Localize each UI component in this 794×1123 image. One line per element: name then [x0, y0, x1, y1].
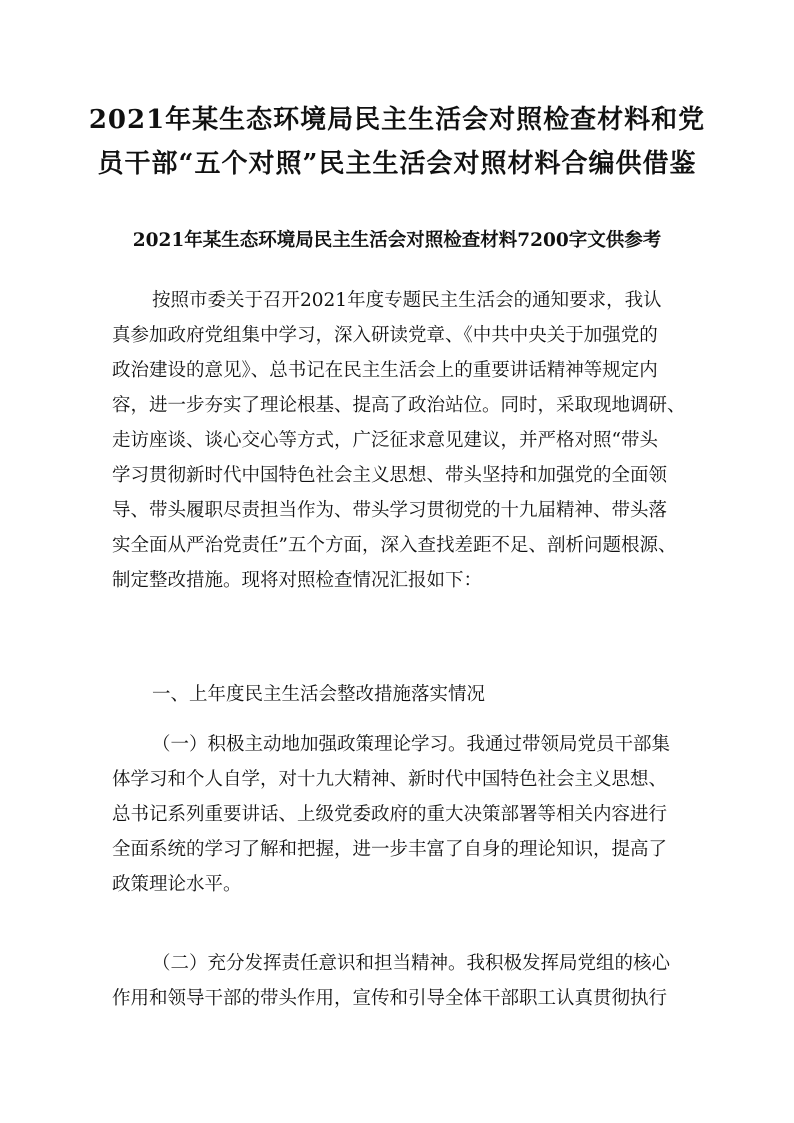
intro-line: 按照市委关于召开2021年度专题民主生活会的通知要求，我认 [152, 290, 662, 311]
intro-line: 容，进一步夯实了理论根基、提高了政治站位。同时，采取现地调研、 [112, 395, 686, 416]
intro-line: 学习贯彻新时代中国特色社会主义思想、带头坚持和加强党的全面领 [112, 465, 668, 486]
document-title-line-2: 员干部“五个对照”民主生活会对照材料合编供借鉴 [97, 149, 697, 179]
item-2-paragraph [112, 946, 692, 1016]
document-title-line-1: 2021年某生态环境局民主生活会对照检查材料和党 [88, 105, 706, 135]
intro-line: 导、带头履职尽责担当作为、带头学习贯彻党的十九届精神、带头落 [112, 500, 668, 521]
item-1-line: 政策理论水平。 [112, 874, 242, 895]
item-1-line: 总书记系列重要讲话、上级党委政府的重大决策部署等相关内容进行 [112, 804, 668, 825]
heading-1-text: 一、上年度民主生活会整改措施落实情况 [152, 684, 486, 705]
item-1-line: 体学习和个人自学，对十九大精神、新时代中国特色社会主义思想、 [112, 769, 668, 790]
intro-paragraph [112, 283, 692, 598]
intro-line: 实全面从严治党责任”五个方面，深入查找差距不足、剖析问题根源、 [112, 535, 677, 556]
section-title: 2021年某生态环境局民主生活会对照检查材料7200字文供参考 [132, 230, 662, 251]
intro-line: 政治建设的意见》、总书记在民主生活会上的重要讲话精神等规定内 [112, 360, 658, 381]
item-1-line: （一）积极主动地加强政策理论学习。我通过带领局党员干部集 [152, 734, 671, 755]
intro-line: 真参加政府党组集中学习，深入研读党章、《中共中央关于加强党的 [112, 325, 658, 346]
heading-1 [112, 677, 692, 712]
item-2-line: 作用和领导干部的带头作用，宣传和引导全体干部职工认真贯彻执行 [112, 988, 668, 1009]
intro-line: 走访座谈、谈心交心等方式，广泛征求意见建议，并严格对照“带头 [112, 430, 658, 451]
document-title [60, 98, 734, 186]
item-2-line: （二）充分发挥责任意识和担当精神。我积极发挥局党组的核心 [152, 953, 671, 974]
item-1-paragraph [112, 727, 692, 902]
item-1-line: 全面系统的学习了解和把握，进一步丰富了自身的理论知识，提高了 [112, 839, 668, 860]
intro-line: 制定整改措施。现将对照检查情况汇报如下： [112, 570, 483, 591]
